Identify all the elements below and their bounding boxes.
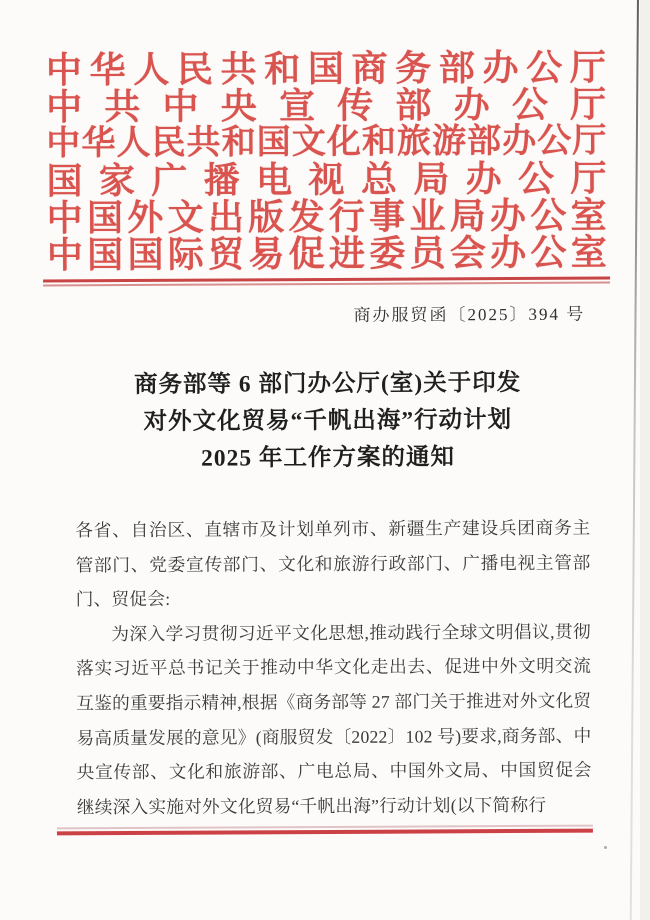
body-paragraph: 为深入学习贯彻习近平文化思想,推动践行全球文明倡议,贯彻落实习近平总书记关于推动中华文化走出去、促进中外文明交流互鉴的重要指示精神,根据《商务部等 27 部门关于推进对外文化贸易高质量发展的意见》(商服贸发〔2022〕102 号)要求,商务部、中央宣传部、文化和旅游部、广电总局、中国外文局、中国贸促会继续深入实施对外文化贸易“千帆出海”行动计划(以下简称行 [76, 621, 592, 818]
scan-speck-artifact [604, 846, 607, 849]
letterhead-line-4: 国 家 广 播 电 视 总 局 办 公 厅 [46, 158, 607, 201]
title-line-2: 对外文化贸易“千帆出海”行动计划 [143, 407, 513, 435]
title-line-3: 2025 年工作方案的通知 [200, 444, 455, 472]
document-body [75, 511, 592, 825]
letterhead-divider [43, 277, 610, 287]
title-line-1: 商务部等 6 部门办公厅(室)关于印发 [133, 369, 522, 398]
document-title [48, 365, 609, 479]
scan-margin-area [640, 0, 650, 920]
letterhead [46, 49, 607, 274]
letterhead-line-3: 中 华 人 民 共 和 国 文 化 和 旅 游 部 办 公 厅 [46, 122, 607, 162]
letterhead-line-2: 中 共 中 央 宣 传 部 办 公 厅 [46, 84, 607, 127]
salutation-paragraph: 各省、自治区、直辖市及计划单列市、新疆生产建设兵团商务主管部门、党委宣传部门、文化和旅游行政部门、广播电视主管部门、贸促会: [75, 517, 591, 610]
document-number: 商办服贸函〔2025〕394 号 [353, 304, 586, 325]
letterhead-line-1: 中 华 人 民 共 和 国 商 务 部 办 公 厅 [45, 47, 606, 90]
letterhead-line-6: 中 国 国 际 贸 易 促 进 委 员 会 办 公 室 [46, 232, 607, 275]
bottom-divider [57, 825, 593, 836]
letterhead-line-5: 中 国 外 文 出 版 发 行 事 业 局 办 公 室 [46, 195, 607, 238]
